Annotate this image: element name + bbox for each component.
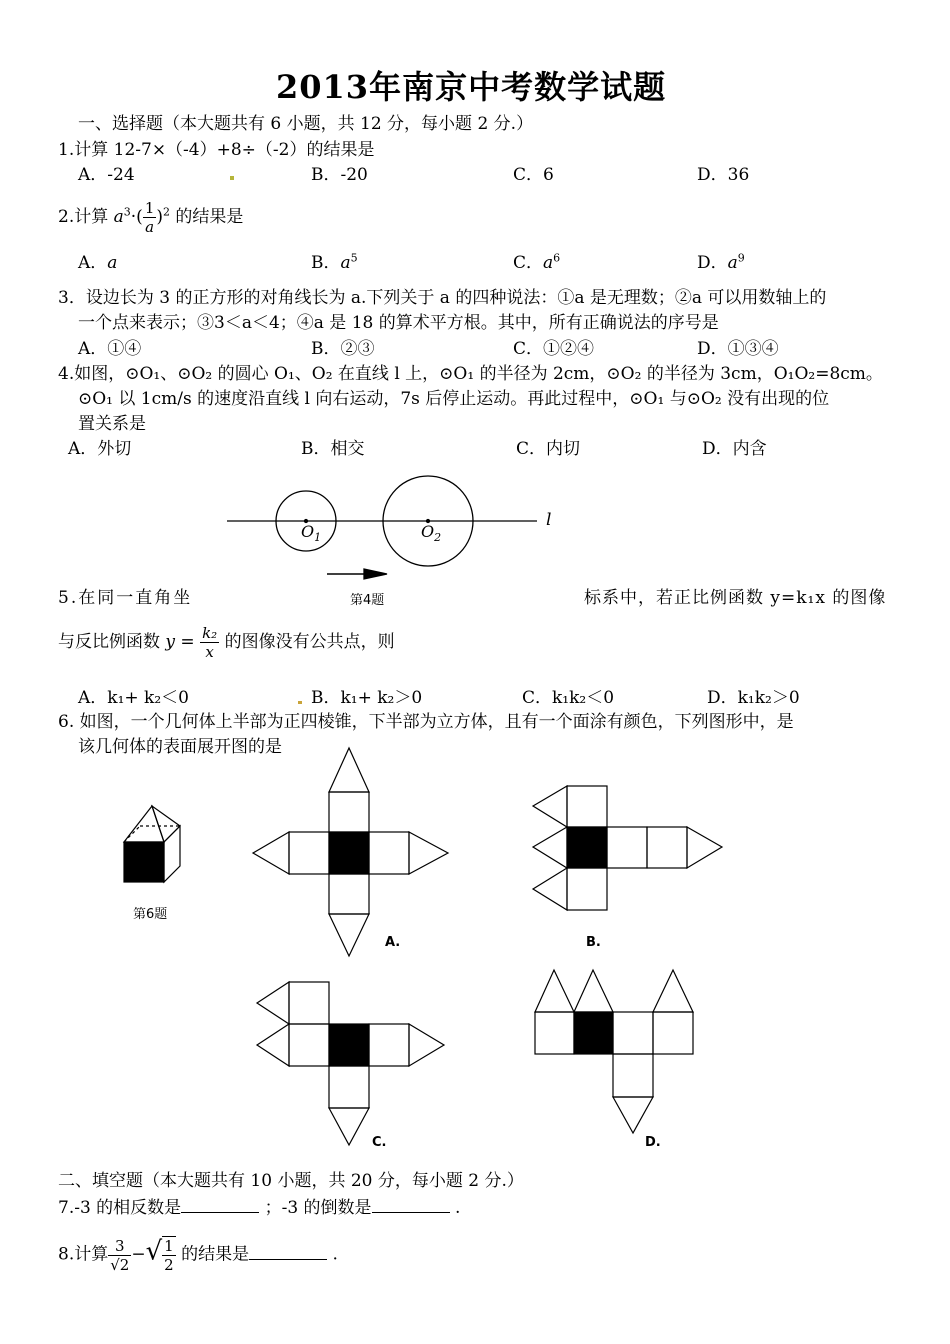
question-1-option-c: C．6 [513,165,554,185]
question-5-part-1: 5.在同一直角坐 [58,588,193,608]
q2-close-paren: ) [156,207,164,227]
q2-exp-3: 3 [123,205,131,219]
q2-d-exp: 9 [737,251,745,265]
net-c-tri-top [257,982,289,1024]
net-a-label: A. [385,935,401,950]
label-o1 [301,522,322,545]
q2-exp-2: 2 [163,205,171,219]
q8-sqrt-sign: √ [145,1236,163,1267]
q8-fraction-2 [162,1236,176,1274]
q8-minus: − [131,1244,146,1265]
question-4-line-3: 置关系是 [78,414,146,434]
question-1-option-d: D．36 [697,165,750,185]
q2-a-label: A． [78,253,108,273]
net-d-sq2 [574,1012,613,1054]
question-8 [58,1236,338,1274]
net-b-top [567,786,607,827]
net-d-bottom [613,1054,653,1097]
q8-end: . [332,1244,338,1265]
q2-b-label: B． [311,253,341,273]
question-6-line-1: 6. 如图，一个几何体上半部为正四棱锥，下半部为立方体，且有一个面涂有颜色，下列图形中，是 [58,712,794,732]
net-d-tri-bottom [613,1097,653,1133]
question-5-option-b: B．k₁+ k₂＞0 [311,688,423,708]
figure-6-solid [124,806,180,882]
net-c-top [289,982,329,1024]
q2-c-exp: 6 [553,251,561,265]
q2-var-a: a [113,207,124,227]
question-3-option-b: B．②③ [311,339,375,359]
net-option-a [253,748,448,956]
page-title: 2013年南京中考数学试题 [276,68,667,106]
net-a-tri-bottom [329,914,369,956]
net-a-left [289,832,329,874]
net-d-sq3 [613,1012,653,1054]
q8-frac2-den: 2 [164,1256,174,1274]
net-b-label: B. [586,935,601,950]
net-b-tri-bottom [533,868,567,910]
question-2-suffix: 的结果是 [175,207,244,227]
label-o2 [421,522,442,545]
q2-dot-paren: ·( [130,207,143,227]
q8-fraction-1 [108,1237,131,1274]
q7-part-1: 7.-3 的相反数是 [58,1198,182,1218]
question-1-option-b: B．-20 [311,165,368,185]
label-o2-sub: 2 [434,531,442,545]
net-a-bottom [329,874,369,914]
net-c-tri-left [257,1024,289,1066]
question-5-option-a: A．k₁+ k₂＜0 [78,688,189,708]
question-4-option-c: C．内切 [516,439,581,459]
question-4-option-b: B．相交 [301,439,365,459]
net-b-tri-right [687,827,722,868]
q5-fraction [200,624,219,661]
net-a-top [329,792,369,832]
question-3-option-d: D．①③④ [697,339,779,359]
question-1-stem: 1.计算 12-7×（-4）+8÷（-2）的结果是 [58,140,375,160]
net-option-b [533,786,722,910]
net-option-c [257,982,444,1145]
q8-frac2-num: 1 [164,1237,174,1255]
q2-d-val: a [727,253,738,273]
q5-line2-suffix: 的图像没有公共点，则 [224,632,395,652]
question-4-line-1: 4.如图，⊙O₁、⊙O₂ 的圆心 O₁、O₂ 在直线 l 上，⊙O₁ 的半径为 2cm，⊙O₂ 的半径为 3cm，O₁O₂=8cm。 [58,364,883,384]
q2-c-label: C． [513,253,544,273]
q7-answer-blank-1[interactable] [181,1196,259,1213]
figure-4 [227,476,537,579]
question-5-option-d: D．k₁k₂＞0 [707,688,800,708]
q5-line2-prefix: 与反比例函数 [58,632,160,652]
q2-c-val: a [543,253,554,273]
question-7 [58,1196,460,1219]
q8-frac1-num: 3 [108,1237,131,1256]
net-d-label: D. [645,1135,661,1150]
question-4-option-a: A．外切 [68,439,132,459]
question-5-part-2: 标系中，若正比例函数 y=k₁x 的图像 [584,588,887,608]
question-3-option-c: C．①②④ [513,339,595,359]
net-a-tri-right [409,832,448,874]
q5-frac-num: k₂ [202,624,218,642]
question-4-line-2: ⊙O₁ 以 1cm/s 的速度沿直线 l 向右运动，7s 后停止运动。再此过程中，⊙O₁ 与⊙O₂ 没有出现的位 [78,389,830,409]
q2-b-exp: 5 [350,251,358,265]
net-d-tri-4 [653,970,693,1012]
q2-a-val: a [107,253,118,273]
net-c-tri-bottom [329,1108,369,1145]
label-o2-letter: O [421,522,435,541]
section-two-heading: 二、填空题（本大题共有 10 小题，共 20 分，每小题 2 分.） [58,1171,524,1191]
net-c-bottom [329,1066,369,1108]
question-1-option-a: A．-24 [78,165,135,185]
q5-frac-den: x [205,643,214,661]
net-a-right [369,832,409,874]
section-one-heading: 一、选择题（本大题共有 6 小题，共 12 分，每小题 2 分.） [78,114,534,134]
q2-frac-num: 1 [144,199,155,217]
q7-answer-blank-2[interactable] [372,1196,450,1213]
cube-front-face [124,842,164,882]
net-d-sq4 [653,1012,693,1054]
q2-b-val: a [340,253,351,273]
pyramid-side [152,806,180,842]
net-d-tri-2 [574,970,613,1012]
net-d-sq1 [535,1012,574,1054]
figure-6-caption: 第6题 [133,907,168,922]
question-5-line-2 [58,624,395,661]
question-3-line-1: 3．设边长为 3 的正方形的对角线长为 a.下列关于 a 的四种说法：①a 是无理数；②a 可以用数轴上的 [58,288,827,308]
net-c-label: C. [372,1135,387,1150]
q2-d-label: D． [697,253,728,273]
net-b-tri-mid [533,827,567,868]
net-b-tri-top [533,786,567,827]
q8-prefix: 8.计算 [58,1244,109,1265]
question-5-option-c: C．k₁k₂＜0 [522,688,615,708]
net-a-center [329,832,369,874]
question-4-option-d: D．内含 [702,439,767,459]
question-6-line-2: 该几何体的表面展开图的是 [78,737,282,757]
motion-arrow-head [364,569,387,579]
net-c-left [289,1024,329,1066]
label-o1-sub: 1 [314,531,322,545]
net-b-bottom [567,868,607,910]
net-a-tri-left [253,832,289,874]
q8-frac1-den: √2 [110,1255,130,1274]
stray-dot-mark-2 [298,701,302,704]
q5-func-y: y = [165,632,195,652]
net-a-tri-top [329,748,369,792]
question-3-line-2: 一个点来表示；③3＜a＜4；④a 是 18 的算术平方根。其中，所有正确说法的序号是 [78,313,719,333]
q7-part-3: . [454,1198,461,1218]
question-2-prefix: 2.计算 [58,207,109,227]
label-line-l: l [546,510,552,530]
net-b-right1 [607,827,647,868]
label-o1-letter: O [301,522,315,541]
net-c-right [369,1024,409,1066]
net-b-right2 [647,827,687,868]
question-3-option-a: A．①④ [78,339,142,359]
net-b-center [567,827,607,868]
q8-suffix: 的结果是 [181,1244,250,1265]
net-option-d [535,970,693,1133]
net-c-center [329,1024,369,1066]
net-c-tri-right [409,1024,444,1066]
net-d-tri-1 [535,970,574,1012]
figure-4-caption: 第4题 [350,593,385,608]
q7-part-2: ；-3 的倒数是 [264,1198,372,1218]
q8-answer-blank[interactable] [249,1243,327,1260]
q2-frac-den: a [145,218,155,236]
